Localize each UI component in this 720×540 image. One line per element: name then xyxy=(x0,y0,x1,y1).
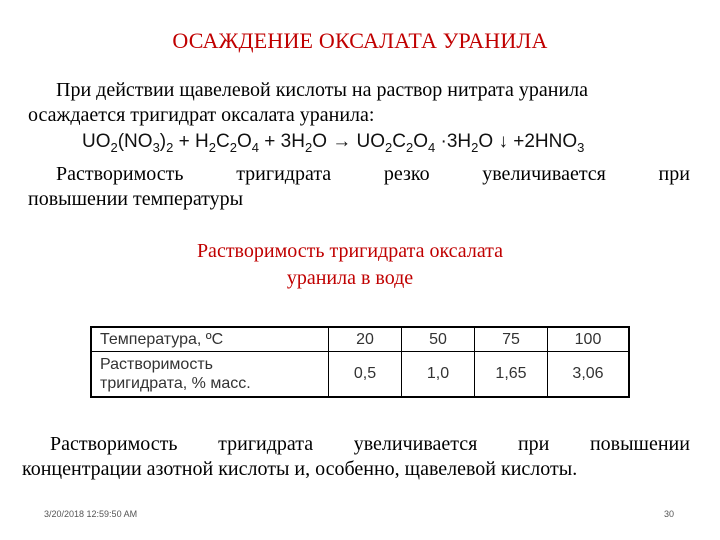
row-label-temperature: Температура, ºС xyxy=(91,327,329,352)
caption-line-2: уранила в воде xyxy=(286,267,414,289)
table-row-temperature xyxy=(91,327,629,352)
precipitate-arrow-icon: ↓ xyxy=(498,131,508,152)
slide-title: ОСАЖДЕНИЕ ОКСАЛАТА УРАНИЛА xyxy=(172,28,548,53)
table-cell: 1,65 xyxy=(475,352,548,398)
word: Растворимость xyxy=(50,433,178,455)
word: тригидрата xyxy=(218,433,314,455)
word: увеличивается xyxy=(353,433,478,455)
row-label-solubility: Растворимость тригидрата, % масс. xyxy=(91,352,329,398)
solubility-line-1 xyxy=(28,162,690,187)
solubility-table xyxy=(90,326,630,398)
word: тригидрата xyxy=(236,163,332,185)
word: при xyxy=(517,433,550,455)
page-number: 30 xyxy=(664,509,675,519)
word: при xyxy=(658,163,690,185)
conclusion-paragraph xyxy=(22,432,690,482)
word: увеличивается xyxy=(482,163,606,185)
intro-line-1: При действии щавелевой кислоты на раствор нитрата уранила xyxy=(56,79,589,101)
table-row-solubility xyxy=(91,352,629,398)
table-cell: 20 xyxy=(329,327,402,352)
table-cell: 0,5 xyxy=(329,352,402,398)
word: Растворимость xyxy=(56,163,184,185)
table-cell: 100 xyxy=(548,327,630,352)
conclusion-line-2: концентрации азотной кислоты и, особенно, щавелевой кислоты. xyxy=(22,458,578,480)
word: повышении xyxy=(589,433,690,455)
intro-paragraph xyxy=(28,78,690,128)
caption-line-1: Растворимость тригидрата оксалата xyxy=(196,240,504,262)
reaction-equation: $UO_2(NO_3)_2 + H_2C_2O_4 + 3H_2O \to UO_2C_2O_4 \cdot 3H_2O$ ↓ $+2HNO_3$ xyxy=(82,131,585,155)
table-cell: 1,0 xyxy=(402,352,475,398)
solubility-paragraph xyxy=(28,162,690,212)
table-cell: 3,06 xyxy=(548,352,630,398)
table-cell: 50 xyxy=(402,327,475,352)
table-caption xyxy=(160,238,540,292)
conclusion-line-1 xyxy=(28,432,690,457)
intro-line-2: осаждается тригидрат оксалата уранила: xyxy=(28,104,375,126)
footer-date: 3/20/2018 12:59:50 AM xyxy=(44,509,138,519)
solubility-line-2: повышении температуры xyxy=(28,188,244,210)
table-cell: 75 xyxy=(475,327,548,352)
reaction-arrow-icon: → xyxy=(332,131,352,152)
word: резко xyxy=(383,163,430,185)
